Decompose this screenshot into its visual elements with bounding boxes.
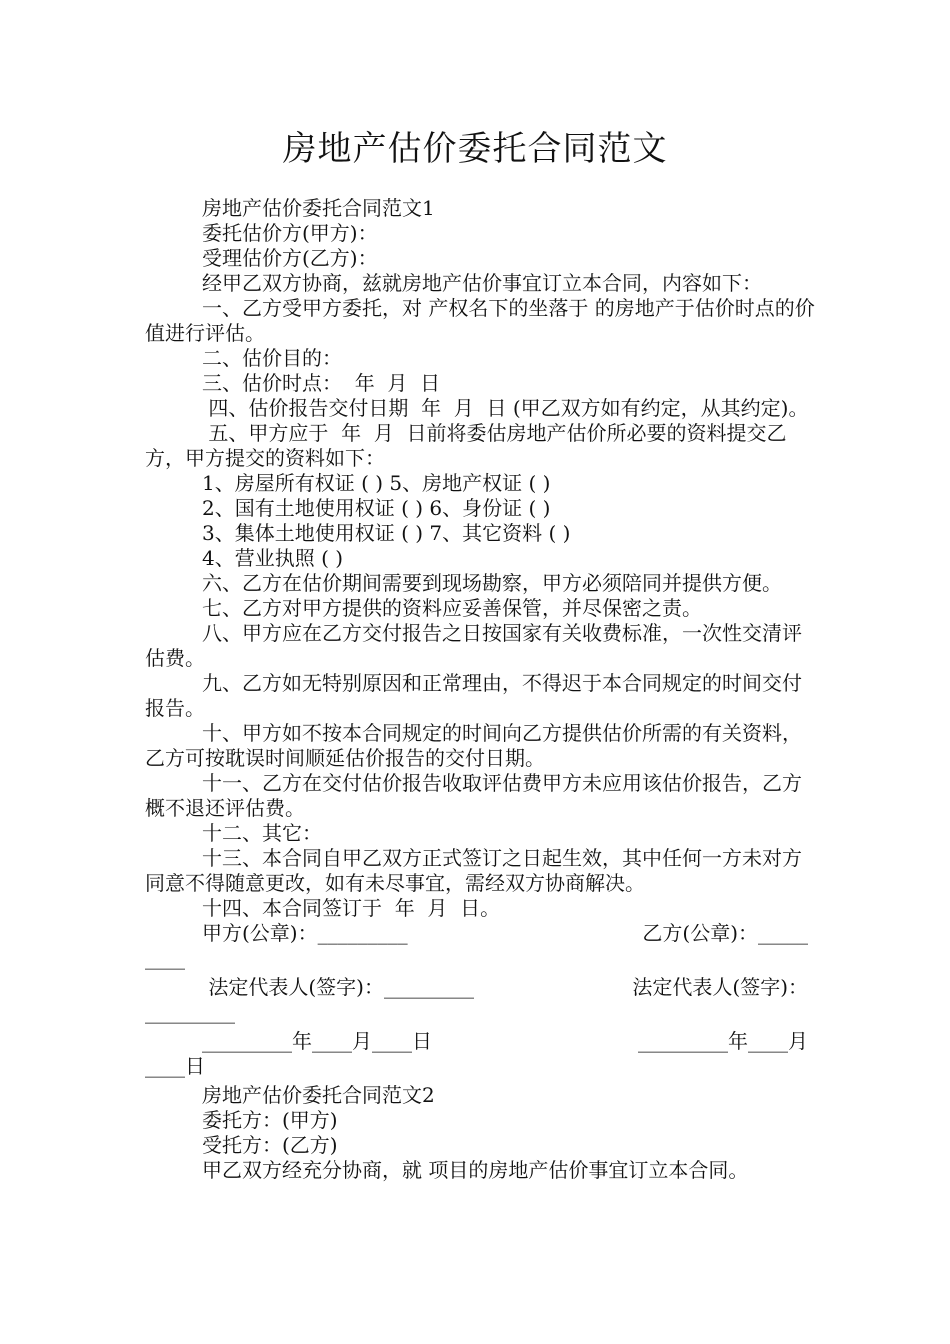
clause-12: 十二、其它： — [202, 821, 322, 845]
contract2-intro: 甲乙双方经充分协商，就 项目的房地产估价事宜订立本合同。 — [202, 1158, 749, 1182]
party-b-seal: 乙方(公章)：_____ — [642, 921, 808, 945]
seal-row — [145, 921, 820, 946]
clause-14: 十四、本合同签订于 年 月 日。 — [202, 896, 501, 920]
clause-6: 六、乙方在估价期间需要到现场勘察，甲方必须陪同并提供方便。 — [202, 571, 782, 595]
contract1-intro: 经甲乙双方协商，兹就房地产估价事宜订立本合同，内容如下： — [202, 271, 762, 295]
date-row — [145, 1029, 820, 1054]
seal-line-continuation: ____ — [145, 946, 185, 970]
document-list-item: 2、国有土地使用权证 ( ) 6、身份证 ( ) — [202, 496, 551, 520]
party-b-representative: 法定代表人(签字)： — [632, 975, 808, 999]
date-line-continuation: ____日 — [145, 1054, 205, 1078]
clause-9: 九、乙方如无特别原因和正常理由，不得迟于本合同规定的时间交付报告。 — [145, 671, 802, 720]
representative-line-continuation: _________ — [145, 1000, 235, 1024]
clause-10: 十、甲方如不按本合同规定的时间向乙方提供估价所需的有关资料，乙方可按耽误时间顺延估价报告的交付日期。 — [145, 721, 802, 770]
party-b-date: _________年____月 — [638, 1029, 808, 1053]
party-a-date: _________年____月____日 — [202, 1029, 432, 1053]
party-a-seal: 甲方(公章)：_________ — [202, 921, 408, 945]
contract2-party-a: 委托方：(甲方) — [202, 1108, 338, 1132]
document-list-item: 1、房屋所有权证 ( ) 5、房地产权证 ( ) — [202, 471, 551, 495]
clause-7: 七、乙方对甲方提供的资料应妥善保管，并尽保密之责。 — [202, 596, 702, 620]
contract1-party-a: 委托估价方(甲方)： — [202, 221, 378, 245]
clause-3: 三、估价时点： 年 月 日 — [202, 371, 441, 395]
clause-1: 一、乙方受甲方委托，对 产权名下的坐落于 的房地产于估价时点的价值进行评估。 — [145, 296, 815, 345]
clause-8: 八、甲方应在乙方交付报告之日按国家有关收费标准，一次性交清评估费。 — [145, 621, 802, 670]
clause-5: 五、甲方应于 年 月 日前将委估房地产估价所必要的资料提交乙方，甲方提交的资料如下： — [145, 421, 787, 470]
document-body — [145, 196, 820, 1183]
contract2-party-b: 受托方：(乙方) — [202, 1133, 338, 1157]
clause-11: 十一、乙方在交付估价报告收取评估费甲方未应用该估价报告，乙方概不退还评估费。 — [145, 771, 802, 820]
contract1-party-b: 受理估价方(乙方)： — [202, 246, 378, 270]
representative-row — [145, 975, 820, 1000]
document-list-item: 3、集体土地使用权证 ( ) 7、其它资料 ( ) — [202, 521, 571, 545]
clause-4: 四、估价报告交付日期 年 月 日 (甲乙双方如有约定，从其约定)。 — [202, 396, 809, 420]
clause-13: 十三、本合同自甲乙双方正式签订之日起生效，其中任何一方未对方同意不得随意更改，如有未尽事宜，需经双方协商解决。 — [145, 846, 802, 895]
document-title: 房地产估价委托合同范文 — [282, 129, 668, 169]
document-list-item: 4、营业执照 ( ) — [202, 546, 344, 570]
contract1-heading: 房地产估价委托合同范文1 — [202, 196, 435, 220]
clause-2: 二、估价目的： — [202, 346, 342, 370]
contract2-heading: 房地产估价委托合同范文2 — [202, 1083, 435, 1107]
party-a-representative: 法定代表人(签字)：_________ — [202, 975, 474, 999]
